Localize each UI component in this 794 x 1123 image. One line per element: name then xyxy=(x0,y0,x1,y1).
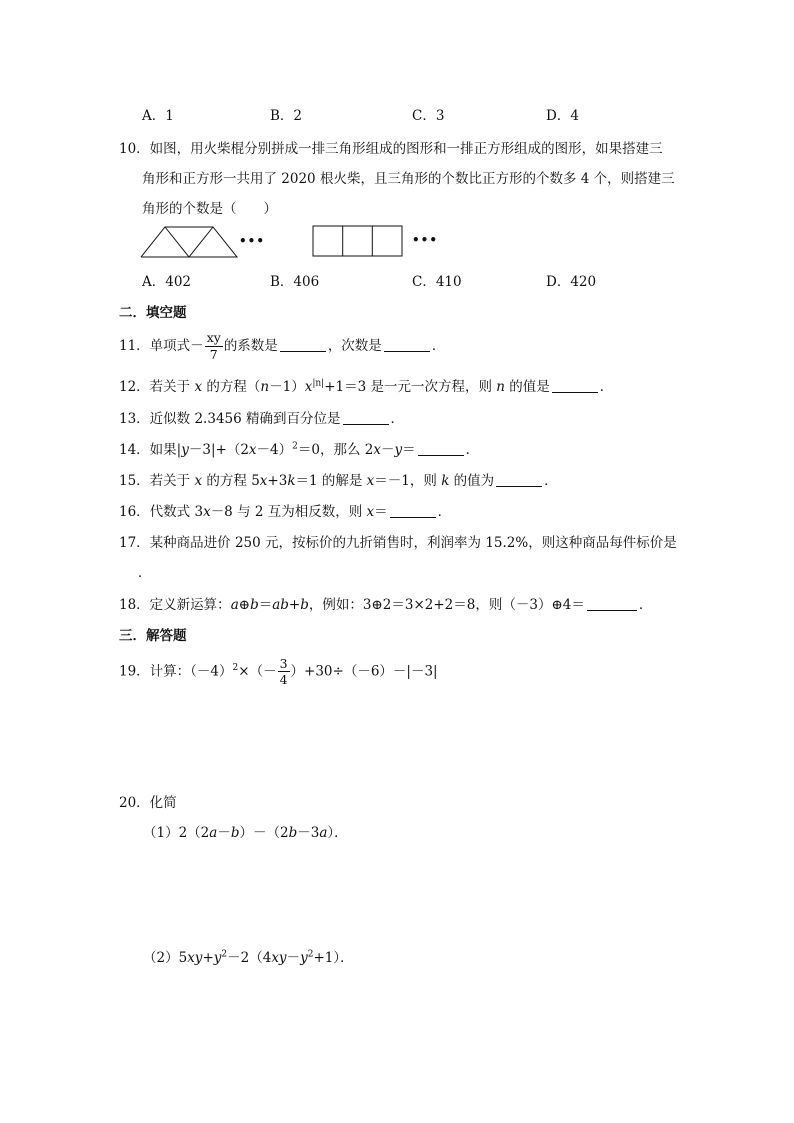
triangle-matchstick-figure xyxy=(139,224,239,260)
q16: 16．代数式 3x－8 与 2 互为相反数，则 x＝ ． xyxy=(119,504,452,520)
q16-blank[interactable] xyxy=(390,516,436,518)
q9-option-b: B．2 xyxy=(270,108,303,124)
triangle-figure-ellipsis: ••• xyxy=(239,234,266,248)
q11-blank-1[interactable] xyxy=(280,350,326,352)
q19-fraction: $\frac{3}{4}$ xyxy=(279,655,288,687)
q10-option-d: D．420 xyxy=(546,274,597,290)
q20-title: 20．化简 xyxy=(119,795,177,811)
q20-part2: $(2)5xy+y^2-2(4xy-y^2+1)$． xyxy=(143,949,354,966)
q15: 15．若关于 x 的方程 5x+3k＝1 的解是 x＝－1，则 k 的值为 ． xyxy=(119,473,558,489)
q10-line2: 角形和正方形一共用了 2020 根火柴，且三角形的个数比正方形的个数多 4 个，则搭建三 xyxy=(142,171,675,187)
q10-option-c: C．410 xyxy=(412,274,462,290)
q17-line2: ． xyxy=(138,565,152,581)
q10-option-a: A．402 xyxy=(142,274,192,290)
q9-option-c: C．3 xyxy=(412,108,445,124)
section-solve-heading: 三．解答题 xyxy=(119,628,187,644)
square-figure-ellipsis: ••• xyxy=(412,233,439,247)
q13: 13．近似数 2.3456 精确到百分位是 ． xyxy=(119,411,404,427)
section-fill-in-blank-heading: 二．填空题 xyxy=(119,305,187,321)
q19: 19．计算：$(-4)^2\times(-$ $\frac{3}{4}$ ）+30÷（－6）－|－3| xyxy=(119,655,438,687)
q10-options xyxy=(142,270,702,288)
q10-line1: 10．如图，用火柴棍分别拼成一排三角形组成的图形和一排正方形组成的图形，如果搭建三 xyxy=(119,141,663,157)
q9-options xyxy=(142,104,702,122)
q15-blank[interactable] xyxy=(496,485,542,487)
q11: 11．单项式－ $\frac{xy}{7}$ 的系数是 ，次数是 ． xyxy=(119,330,446,362)
q10-line3: 角形的个数是（ ） xyxy=(142,201,277,217)
q14: 14．如果$|y-3|+(2x-4)^2=0$，那么 2x－y＝ ． xyxy=(119,441,480,458)
q11-fraction: $\frac{xy}{7}$ xyxy=(206,330,221,362)
q18: 18．定义新运算：a⊕b＝ab+b，例如：3⊕2＝3×2+2＝8，则（－3）⊕4＝ ． xyxy=(119,597,653,613)
q9-option-d: D．4 xyxy=(546,108,579,124)
q20-part1: （1）2（2a－b）－（2b－3a）． xyxy=(143,825,348,841)
q14-blank[interactable] xyxy=(418,454,464,456)
square-matchstick-figure xyxy=(312,225,404,258)
q12-blank[interactable] xyxy=(552,391,598,393)
q11-blank-2[interactable] xyxy=(384,350,430,352)
q17-line1: 17．某种商品进价 250 元，按标价的九折销售时，利润率为 15.2%，则这种商品每件标价是 xyxy=(119,535,677,551)
q13-blank[interactable] xyxy=(343,423,389,425)
q9-option-a: A．1 xyxy=(142,108,174,124)
q18-blank[interactable] xyxy=(587,609,637,611)
q12: 12．若关于 x 的方程$(n-1)x^{|n|}+1=3$ 是一元一次方程，则 n 的值是 ． xyxy=(119,378,614,395)
q10-option-b: B．406 xyxy=(270,274,320,290)
